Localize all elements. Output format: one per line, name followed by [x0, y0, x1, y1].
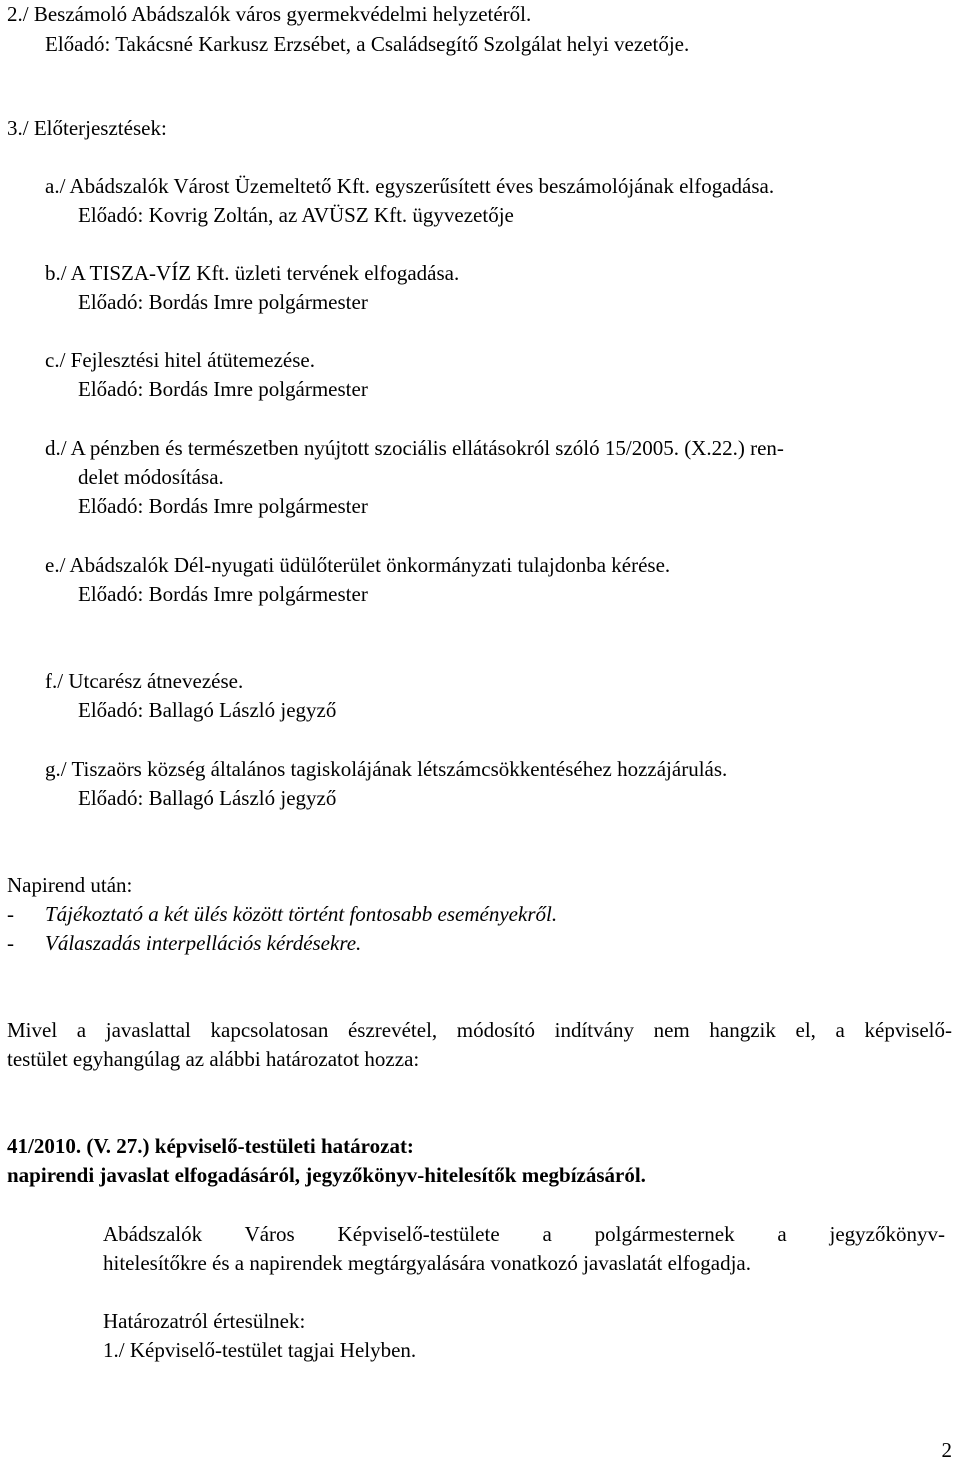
motion-line-2: testület egyhangúlag az alábbi határozatot hozza:: [7, 1047, 420, 1071]
item-3b-title: b./ A TISZA-VÍZ Kft. üzleti tervének elfogadása.: [45, 261, 460, 285]
item-3b-presenter: Előadó: Bordás Imre polgármester: [78, 290, 368, 314]
resolution-number: 41/2010. (V. 27.) képviselő-testületi határozat:: [7, 1134, 414, 1158]
item-3d-presenter: Előadó: Bordás Imre polgármester: [78, 494, 368, 518]
item-3-heading: 3./ Előterjesztések:: [7, 116, 167, 140]
motion-line-1: Mivel a javaslattal kapcsolatosan észrevétel, módosító indítvány nem hangzik el, a képviselő-: [7, 1018, 952, 1042]
item-3g-title: g./ Tiszaörs község általános tagiskolájának létszámcsökkentéséhez hozzájárulás.: [45, 757, 728, 781]
resolution-body-line-1: Abádszalók Város Képviselő-testülete a polgármesternek a jegyzőkönyv-: [103, 1222, 945, 1246]
resolution-body-line-2: hitelesítőkre és a napirendek megtárgyalására vonatkozó javaslatát elfogadja.: [103, 1251, 752, 1275]
notified-item: 1./ Képviselő-testület tagjai Helyben.: [103, 1338, 417, 1362]
item-2-presenter: Előadó: Takácsné Karkusz Erzsébet, a Családsegítő Szolgálat helyi vezetője.: [45, 32, 690, 56]
notified-heading: Határozatról értesülnek:: [103, 1309, 306, 1333]
after-agenda-heading: Napirend után:: [7, 873, 133, 897]
item-3f-title: f./ Utcarész átnevezése.: [45, 669, 244, 693]
item-3d-title-line-1: d./ A pénzben és természetben nyújtott szociális ellátásokról szóló 15/2005. (X.22.) ren-: [45, 436, 784, 460]
item-3c-title: c./ Fejlesztési hitel átütemezése.: [45, 348, 315, 372]
resolution-subject: napirendi javaslat elfogadásáról, jegyzőkönyv-hitelesítők megbízásáról.: [7, 1163, 646, 1187]
after-agenda-item-2: Válaszadás interpellációs kérdésekre.: [45, 931, 362, 955]
after-agenda-dash-2: -: [7, 931, 14, 955]
item-3e-presenter: Előadó: Bordás Imre polgármester: [78, 582, 368, 606]
item-3g-presenter: Előadó: Ballagó László jegyző: [78, 786, 337, 810]
page-number: 2: [941, 1438, 952, 1462]
item-3f-presenter: Előadó: Ballagó László jegyző: [78, 698, 337, 722]
item-3a-title: a./ Abádszalók Várost Üzemeltető Kft. egyszerűsített éves beszámolójának elfogadása.: [45, 174, 775, 198]
after-agenda-dash-1: -: [7, 902, 14, 926]
item-3e-title: e./ Abádszalók Dél-nyugati üdülőterület önkormányzati tulajdonba kérése.: [45, 553, 671, 577]
item-3d-title-line-2: delet módosítása.: [78, 465, 224, 489]
item-3a-presenter: Előadó: Kovrig Zoltán, az AVÜSZ Kft. ügyvezetője: [78, 203, 514, 227]
item-2-title: 2./ Beszámoló Abádszalók város gyermekvédelmi helyzetéről.: [7, 2, 532, 26]
after-agenda-item-1: Tájékoztató a két ülés között történt fontosabb eseményekről.: [45, 902, 558, 926]
item-3c-presenter: Előadó: Bordás Imre polgármester: [78, 377, 368, 401]
